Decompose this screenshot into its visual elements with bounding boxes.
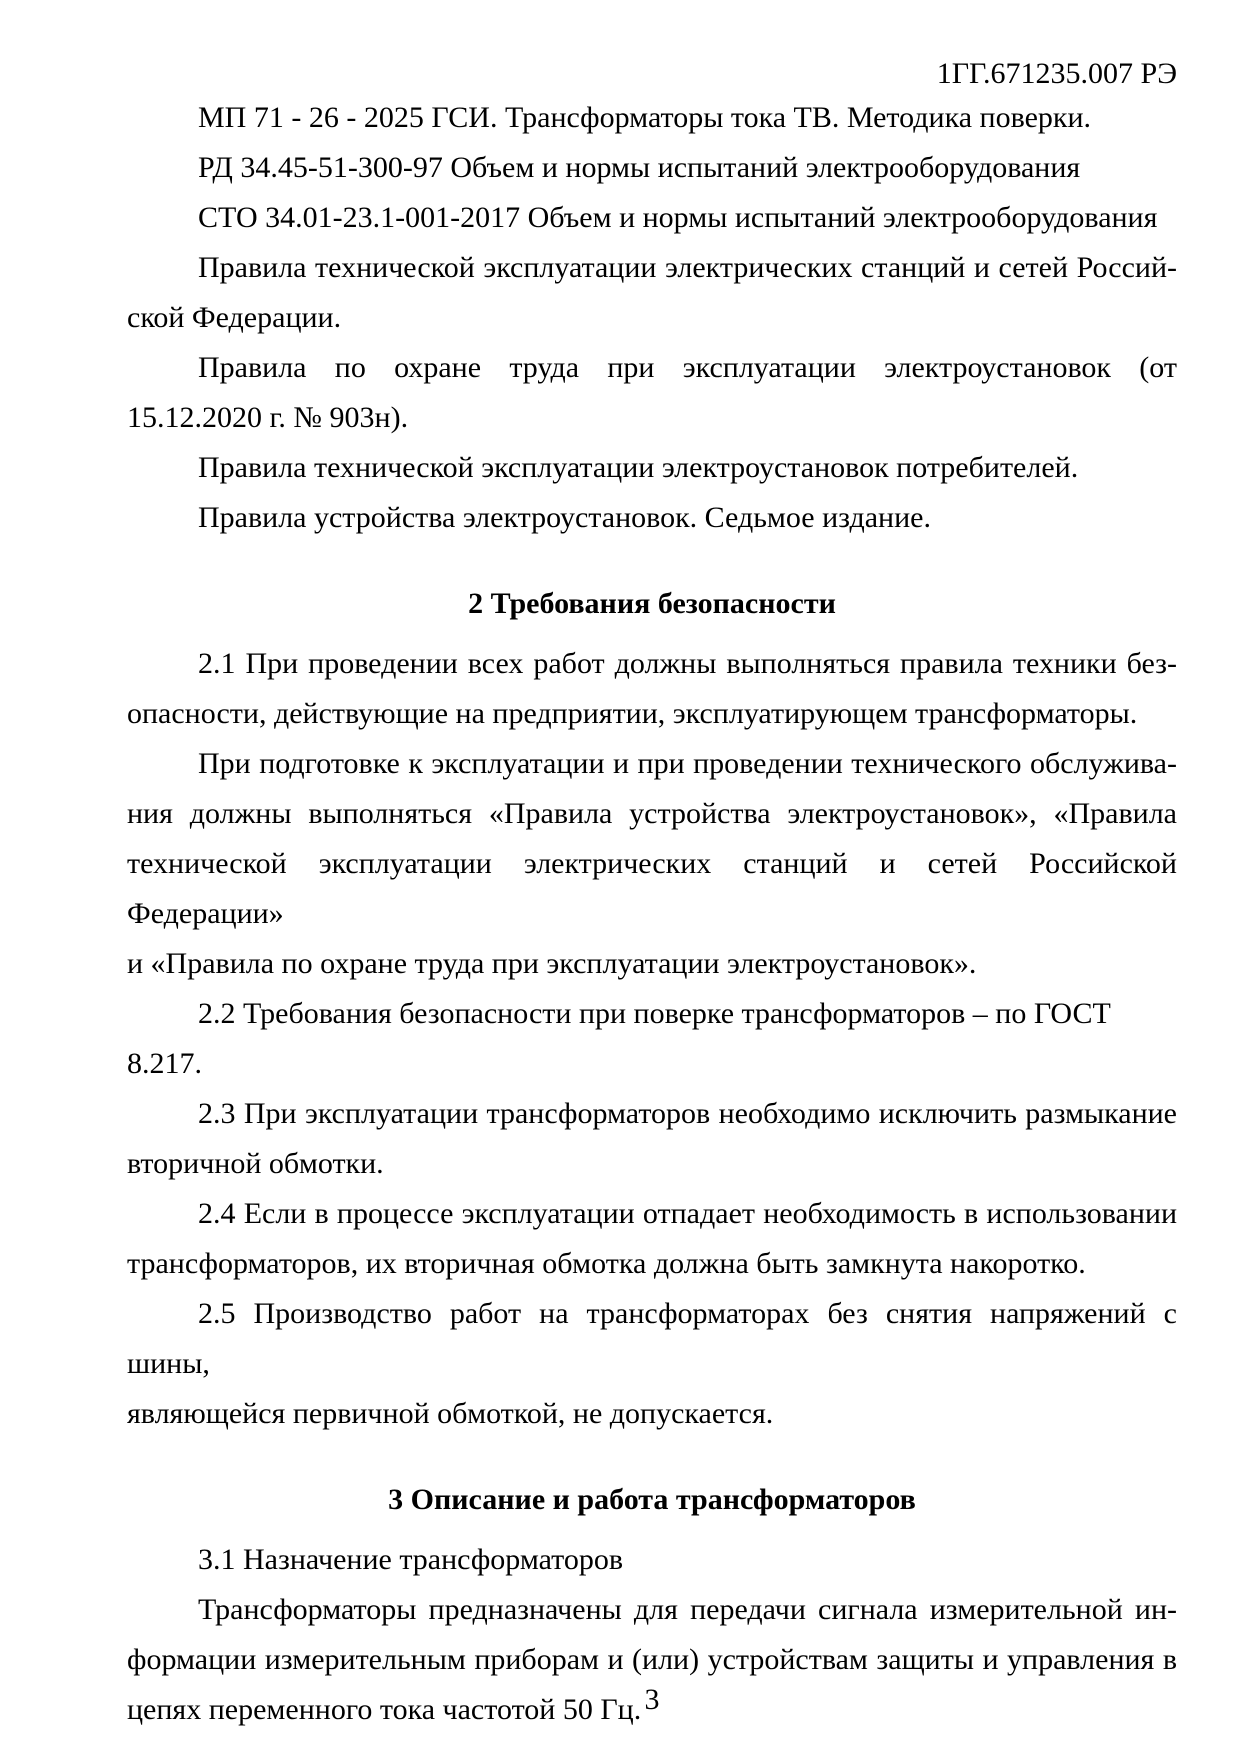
paragraph-line: При подготовке к эксплуатации и при проведении технического обслужива- bbox=[198, 747, 1177, 780]
paragraph-line: Правила по охране труда при эксплуатации электроустановок (от bbox=[198, 351, 1177, 384]
paragraph-line: технической эксплуатации электрических станций и сетей Российской Федерации» bbox=[127, 847, 1177, 930]
document-body bbox=[127, 93, 1177, 1735]
paragraph-line: 2.3 При эксплуатации трансформаторов необходимо исключить размыкание bbox=[198, 1097, 1177, 1130]
paragraph-line: и «Правила по охране труда при эксплуатации электроустановок». bbox=[127, 947, 977, 980]
paragraph-line: 2.5 Производство работ на трансформаторах без снятия напряжений с шины, bbox=[127, 1297, 1177, 1380]
page-number: 3 bbox=[644, 1683, 660, 1716]
paragraph-line: 15.12.2020 г. № 903н). bbox=[127, 401, 409, 434]
paragraph-line: трансформаторов, их вторичная обмотка должна быть замкнута накоротко. bbox=[127, 1247, 1086, 1280]
section-heading: 2 Требования безопасности bbox=[468, 587, 836, 620]
paragraph-line: Правила технической эксплуатации электроустановок потребителей. bbox=[198, 451, 1079, 484]
paragraph-line: 3.1 Назначение трансформаторов bbox=[198, 1543, 624, 1576]
paragraph-line: формации измерительным приборам и (или) устройствам защиты и управления в bbox=[127, 1643, 1177, 1676]
paragraph-line: ской Федерации. bbox=[127, 301, 342, 334]
paragraph-line: МП 71 - 26 - 2025 ГСИ. Трансформаторы тока ТВ. Методика поверки. bbox=[198, 101, 1092, 134]
paragraph-line: 2.2 Требования безопасности при поверке трансформаторов – по ГОСТ 8.217. bbox=[127, 997, 1111, 1080]
paragraph-line: 2.4 Если в процессе эксплуатации отпадает необходимость в использовании bbox=[198, 1197, 1177, 1230]
paragraph-line: вторичной обмотки. bbox=[127, 1147, 384, 1180]
paragraph-line: Правила устройства электроустановок. Седьмое издание. bbox=[198, 501, 931, 534]
paragraph-line: являющейся первичной обмоткой, не допускается. bbox=[127, 1397, 774, 1430]
paragraph-line: ния должны выполняться «Правила устройства электроустановок», «Правила bbox=[127, 797, 1177, 830]
doc-code: 1ГГ.671235.007 РЭ bbox=[936, 57, 1177, 90]
paragraph-line: Трансформаторы предназначены для передачи сигнала измерительной ин- bbox=[198, 1593, 1177, 1626]
paragraph-line: СТО 34.01-23.1-001-2017 Объем и нормы испытаний электрооборудования bbox=[198, 201, 1158, 234]
paragraph-line: опасности, действующие на предприятии, эксплуатирующем трансформаторы. bbox=[127, 697, 1138, 730]
paragraph-line: цепях переменного тока частотой 50 Гц. bbox=[127, 1693, 642, 1726]
section-heading: 3 Описание и работа трансформаторов bbox=[388, 1483, 916, 1516]
paragraph-line: РД 34.45-51-300-97 Объем и нормы испытаний электрооборудования bbox=[198, 151, 1081, 184]
paragraph-line: 2.1 При проведении всех работ должны выполняться правила техники без- bbox=[198, 647, 1177, 680]
paragraph-line: Правила технической эксплуатации электрических станций и сетей Россий- bbox=[198, 251, 1177, 284]
